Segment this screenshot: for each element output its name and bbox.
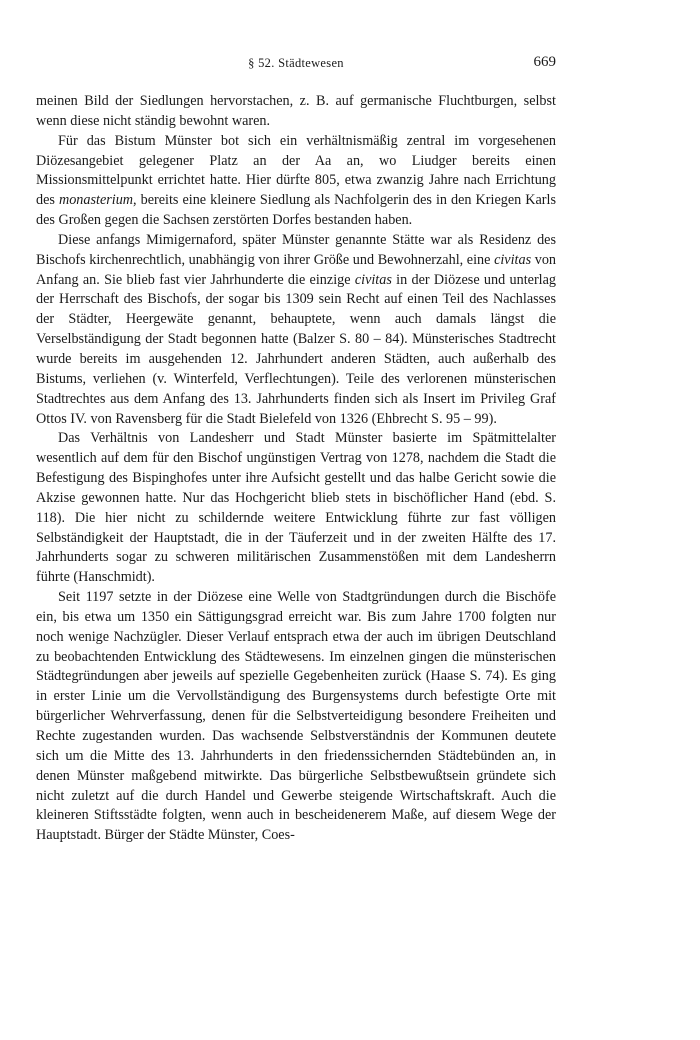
italic-term: civitas (494, 251, 532, 268)
paragraph (36, 429, 556, 588)
text-run: in der Diözese und unterlag der Herrschaft des Bischofs, der sogar bis 1309 sein Recht auf einen Teil des Nachlasses der Städter, Heergewäte genannt, behauptete, wenn auch damals längst die Verselbständigung der Stadt begonnen hatte (Balzer S. 80 – 84). Münsterisches Stadtrecht wurde bereits im ausgehenden 12. Jahrhundert anderen Städten, auch außerhalb des Bistums, verliehen (v. Winterfeld, Verflechtungen). Teile des verlorenen münsterischen Stadtrechtes aus dem Anfang des 13. Jahrhunderts finden sich als Insert im Privileg Graf Ottos IV. von Ravensberg für die Stadt Bielefeld von 1326 (Ehbrecht S. 95 – 99). (36, 271, 557, 427)
paragraph (36, 92, 556, 132)
body-text (36, 92, 556, 846)
text-run: , bereits eine kleinere Siedlung als Nachfolgerin des in den Kriegen Karls des Großen gegen die Sachsen zerstörten Dorfes bestanden haben. (36, 192, 556, 229)
page-header (36, 54, 556, 74)
running-head: § 52. Städtewesen (248, 56, 344, 70)
page-number: 669 (533, 54, 556, 70)
text-run: meinen Bild der Siedlungen hervorstachen, z. B. auf germanische Fluchtburgen, selbst wenn diese nicht ständig bewohnt waren. (36, 93, 556, 129)
italic-term: monasterium (58, 192, 134, 209)
text-run: Für das Bistum Münster bot sich ein verhältnismäßig zentral im vorgesehenen Diözesangebiet gelegener Platz an der Aa an, wo Liudger bereits einen Missionsmittelpunkt errichtet hatte. Hier dürfte 805, etwa zwanzig Jahre nach Errichtung des (36, 132, 556, 209)
text-run: Das Verhältnis von Landesherr und Stadt Münster basierte im Spätmittelalter wesentlich auf dem für den Bischof ungünstigen Vertrag von 1278, nachdem die Stadt die Befestigung des Bispinghofes unter ihre Aufsicht gestellt und das halbe Gericht sowie die Akzise gewonnen hatte. Nur das Hochgericht blieb stets in bischöflicher Hand (ebd. S. 118). Die hier nicht zu schildernde weitere Entwicklung führte zur fast völligen Selbständigkeit der Hauptstadt, die in der Täuferzeit und in der zweiten Hälfte des 17. Jahrhunderts sogar zu schweren militärischen Zusammenstößen mit dem Landesherrn führte (Hanschmidt). (36, 430, 556, 586)
text-run: von Anfang an. Sie blieb fast vier Jahrhunderte die einzige (36, 251, 557, 288)
paragraph (36, 588, 556, 846)
paragraph (36, 231, 556, 429)
text-run: Seit 1197 setzte in der Diözese eine Welle von Stadtgründungen durch die Bischöfe ein, bis etwa um 1350 ein Sättigungsgrad erreicht war. Bis zum Jahre 1700 folgten nur noch wenige Nachzügler. Dieser Verlauf entsprach etwa der auch im übrigen Deutschland zu beobachtenden Entwicklung des Städtewesens. Im einzelnen gingen die münsterischen Städtegründungen aber jeweils auf spezielle Gegebenheiten zurück (Haase S. 74). Es ging in erster Linie um die Vervollständigung des Burgensystems durch befestigte Orte mit bürgerlicher Wehrverfassung, denen für die Selbstverteidigung besondere Freiheiten und Rechte zugestanden wurden. Das wachsende Selbstverständnis der Kommunen deutete sich um die Mitte des 13. Jahrhunderts in den friedenssichernden Städtebünden an, in denen Münster maßgebend mitwirkte. Das bürgerliche Selbstbewußtsein gründete sich nicht zuletzt auf die durch Handel und Gewerbe steigende Wirtschaftskraft. Auch die kleineren Stiftsstädte folgten, wenn auch in bescheidenerem Maße, auf diesem Wege der Hauptstadt. Bürger der Städte Münster, Coes- (36, 589, 556, 844)
text-run: Diese anfangs Mimigernaford, später Münster genannte Stätte war als Residenz des Bischofs kirchenrechtlich, unabhängig von ihrer Größe und Bewohnerzahl, eine (36, 231, 556, 268)
italic-term: civitas (354, 271, 392, 288)
paragraph (36, 132, 556, 231)
